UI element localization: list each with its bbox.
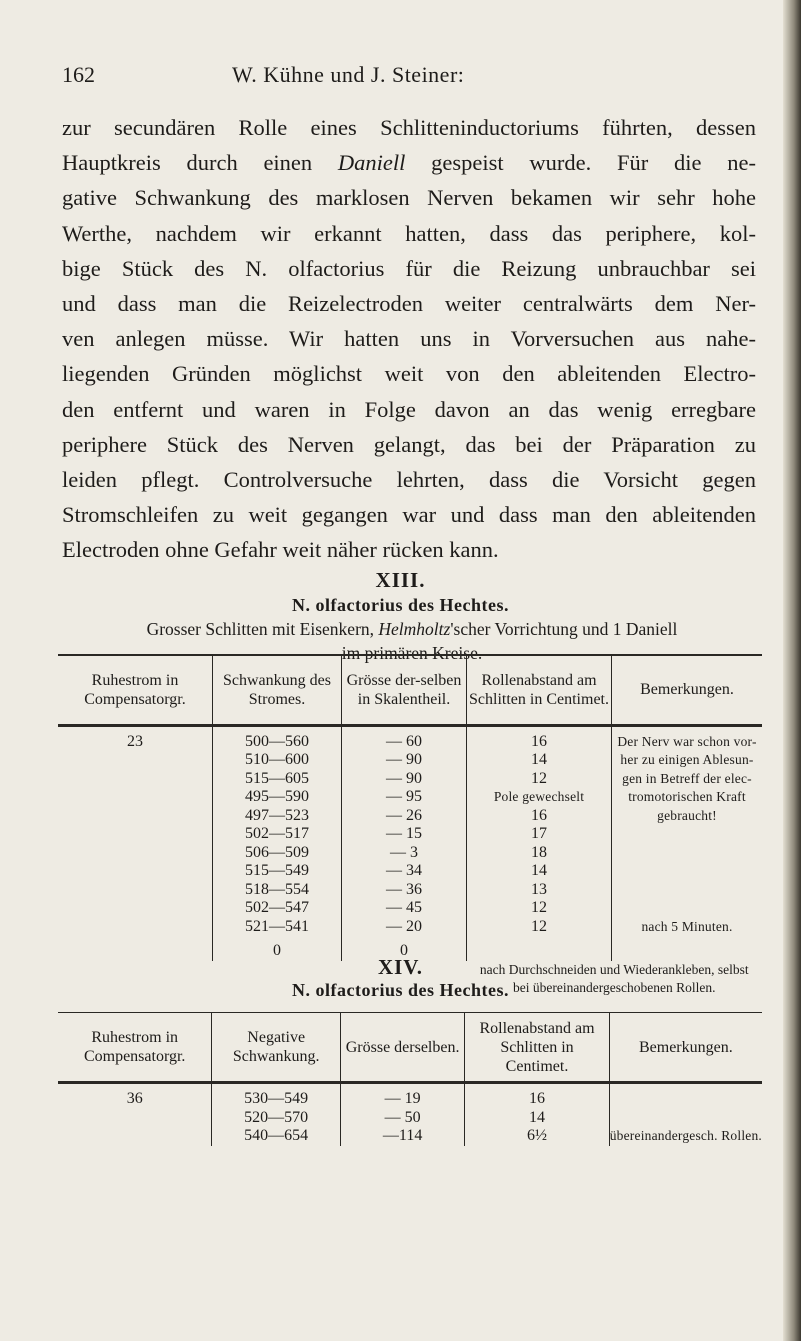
groesse-value: — 3	[390, 843, 418, 861]
rollen-value: 16	[531, 806, 547, 824]
schwankung-value: 500—560	[245, 732, 309, 750]
bemerkung-line: gebraucht!	[657, 807, 717, 823]
schwankung-value: 502—517	[245, 825, 309, 842]
section-number-xiv: XIV.	[377, 955, 424, 979]
schwankung-value: 497—523	[245, 806, 309, 824]
table-xiii	[58, 654, 762, 998]
header-groesse: Grösse derselben.	[340, 1013, 464, 1083]
header-rollenabstand: Rollenabstand am Schlitten in Centimet.	[467, 655, 612, 725]
schwankung-value: 506—509	[245, 843, 309, 861]
groesse-value: — 20	[386, 917, 422, 935]
running-head	[62, 62, 762, 96]
paragraph-line: Stromschleifen zu weit gegangen war und dass man den ableitenden	[62, 502, 756, 528]
bemerkung-spacer	[612, 825, 762, 844]
groesse-value: —114	[382, 1127, 423, 1144]
rollen-value: 18	[531, 843, 547, 861]
caption-line-2: im primären Kreise.	[341, 643, 483, 663]
bemerkung-line: her zu einigen Ablesun-	[620, 752, 754, 767]
cell-ruhestrom: 23	[127, 732, 143, 750]
rollen-value: Pole gewechselt	[493, 789, 585, 804]
rollen-value: 12	[531, 899, 547, 916]
cell-schwankung-list	[213, 725, 342, 961]
schwankung-value: 502—547	[245, 899, 309, 916]
page-number: 162	[62, 62, 95, 87]
paragraph-line-part: gespeist wurde. Für die ne-	[405, 150, 756, 176]
schwankung-value: 515—549	[245, 862, 309, 879]
paragraph-line	[62, 145, 756, 180]
cell-rollen-list	[467, 725, 612, 961]
daniell-italic: Daniell	[337, 150, 406, 176]
cell-bemerkungen	[612, 725, 763, 961]
groesse-value: — 19	[384, 1090, 421, 1107]
bemerkung-line: gen in Betreff der elec-	[622, 770, 752, 786]
bemerkung-line: nach 5 Minuten.	[641, 918, 733, 934]
schwankung-value: 521—541	[245, 917, 309, 935]
bemerkung-spacer	[610, 1109, 762, 1128]
body-paragraph	[62, 110, 756, 567]
paragraph-line: leiden pflegt. Controlversuche lehrten, dass die Vorsicht gegen	[62, 466, 756, 492]
span-note-line: nach Durchschneiden und Wiederankleben, selbst	[479, 961, 749, 977]
cell-groesse-list	[342, 725, 467, 961]
rollen-value: 14	[529, 1108, 545, 1126]
header-bemerkungen: Bemerkungen.	[612, 655, 763, 725]
section-subtitle-xiv: N. olfactorius des Hechtes.	[292, 980, 509, 1000]
caption-line-1	[62, 617, 762, 641]
groesse-value: — 34	[386, 862, 422, 879]
rollen-value: 12	[531, 769, 547, 787]
cell-rollen-list	[465, 1083, 609, 1146]
paragraph-line: den entfernt und waren in Folge davon an das wenig erregbare	[62, 396, 756, 422]
bemerkung-spacer	[612, 862, 762, 881]
bemerkung-line: Der Nerv war schon vor-	[617, 733, 757, 749]
groesse-value: — 36	[386, 880, 422, 898]
running-title: W. Kühne und J. Steiner:	[232, 62, 465, 87]
cell-bemerkungen	[609, 1083, 762, 1146]
groesse-value: — 95	[386, 788, 422, 805]
rollen-value: 6½	[527, 1127, 547, 1144]
schwankung-value: 520—570	[244, 1108, 309, 1126]
table-header-row	[58, 1013, 762, 1083]
rollen-value: 16	[529, 1090, 545, 1107]
cell-groesse-list	[340, 1083, 464, 1146]
header-rollenabstand: Rollenabstand am Schlitten in Centimet.	[465, 1013, 609, 1083]
paragraph-line: und dass man die Reizelectroden weiter centralwärts dem Ner-	[62, 290, 756, 316]
section-subtitle-xiii: N. olfactorius des Hechtes.	[292, 595, 509, 615]
page-edge-shadow	[783, 0, 801, 1341]
bemerkung-line: tromotorischen Kraft	[628, 789, 746, 804]
span-note-line: bei übereinandergeschobenen Rollen.	[512, 980, 716, 995]
bemerkung-spacer	[612, 881, 762, 900]
bemerkung-line: übereinandergesch. Rollen.	[609, 1128, 762, 1143]
schwankung-value: 510—600	[245, 751, 309, 768]
paragraph-line: Werthe, nachdem wir erkannt hatten, dass das periphere, kol-	[62, 220, 756, 246]
paragraph-line: liegenden Gründen möglichst weit von den ableitenden Electro-	[62, 361, 756, 387]
rollen-value: 12	[531, 917, 547, 935]
header-ruhestrom: Ruhestrom in Compensatorgr.	[84, 671, 186, 708]
rollen-value: 14	[531, 862, 547, 879]
table-row	[58, 725, 762, 961]
bemerkung-spacer	[610, 1090, 762, 1109]
table-header-row	[58, 655, 762, 725]
schwankung-value: 518—554	[245, 880, 309, 898]
paragraph-line: gative Schwankung des marklosen Nerven bekamen wir sehr hohe	[62, 185, 756, 211]
groesse-value: — 26	[386, 806, 422, 824]
schwankung-value: 530—549	[244, 1090, 309, 1107]
rollen-value: 13	[531, 880, 547, 898]
cell-ruhestrom: 36	[126, 1090, 143, 1107]
schwankung-value: 515—605	[245, 769, 309, 787]
cell-schwankung-list	[212, 1083, 341, 1146]
rollen-value: 14	[531, 751, 547, 768]
paragraph-line: bige Stück des N. olfactorius für die Reizung unbrauchbar sei	[62, 255, 756, 281]
paragraph-line-part: Hauptkreis durch einen	[62, 150, 338, 176]
header-bemerkungen: Bemerkungen.	[609, 1013, 762, 1083]
caption-helmholtz: Helmholtz	[378, 619, 451, 639]
table-row	[58, 1083, 762, 1146]
header-negative-schwankung: Negative Schwankung.	[212, 1013, 341, 1083]
rollen-value: 16	[531, 732, 547, 750]
groesse-value: — 90	[386, 751, 422, 768]
groesse-value: 0	[400, 942, 408, 959]
bemerkung-spacer	[612, 899, 762, 918]
paragraph-line: periphere Stück des Nerven gelangt, das bei der Präparation zu	[62, 431, 756, 457]
groesse-value: — 15	[386, 825, 422, 842]
schwankung-value: 495—590	[245, 788, 309, 805]
bemerkung-spacer	[612, 844, 762, 863]
groesse-value: — 60	[386, 732, 422, 750]
paragraph-line: zur secundären Rolle eines Schlitteninductoriums führten, dessen	[62, 115, 756, 140]
header-ruhestrom: Ruhestrom in Compensatorgr.	[83, 1029, 186, 1065]
groesse-value: — 45	[386, 899, 422, 916]
schwankung-value: 540—654	[244, 1127, 309, 1144]
paragraph-line: Electroden ohne Gefahr weit näher rücken kann.	[62, 537, 499, 563]
rollen-value: 17	[531, 825, 547, 842]
table-xiv	[58, 1012, 762, 1146]
paragraph-line: ven anlegen müsse. Wir hatten uns in Vorversuchen aus nahe-	[62, 326, 756, 352]
groesse-value: — 50	[384, 1108, 421, 1126]
groesse-value: — 90	[386, 769, 422, 787]
schwankung-value: 0	[273, 942, 281, 959]
header-groesse: Grösse der-selben in Skalentheil.	[342, 655, 467, 725]
caption-text: Grosser Schlitten mit Eisenkern,	[146, 619, 379, 639]
header-schwankung: Schwankung des Stromes.	[213, 655, 342, 725]
caption-text: 'scher Vorrichtung und 1 Daniell	[450, 619, 678, 639]
section-number-xiii: XIII.	[375, 568, 426, 592]
